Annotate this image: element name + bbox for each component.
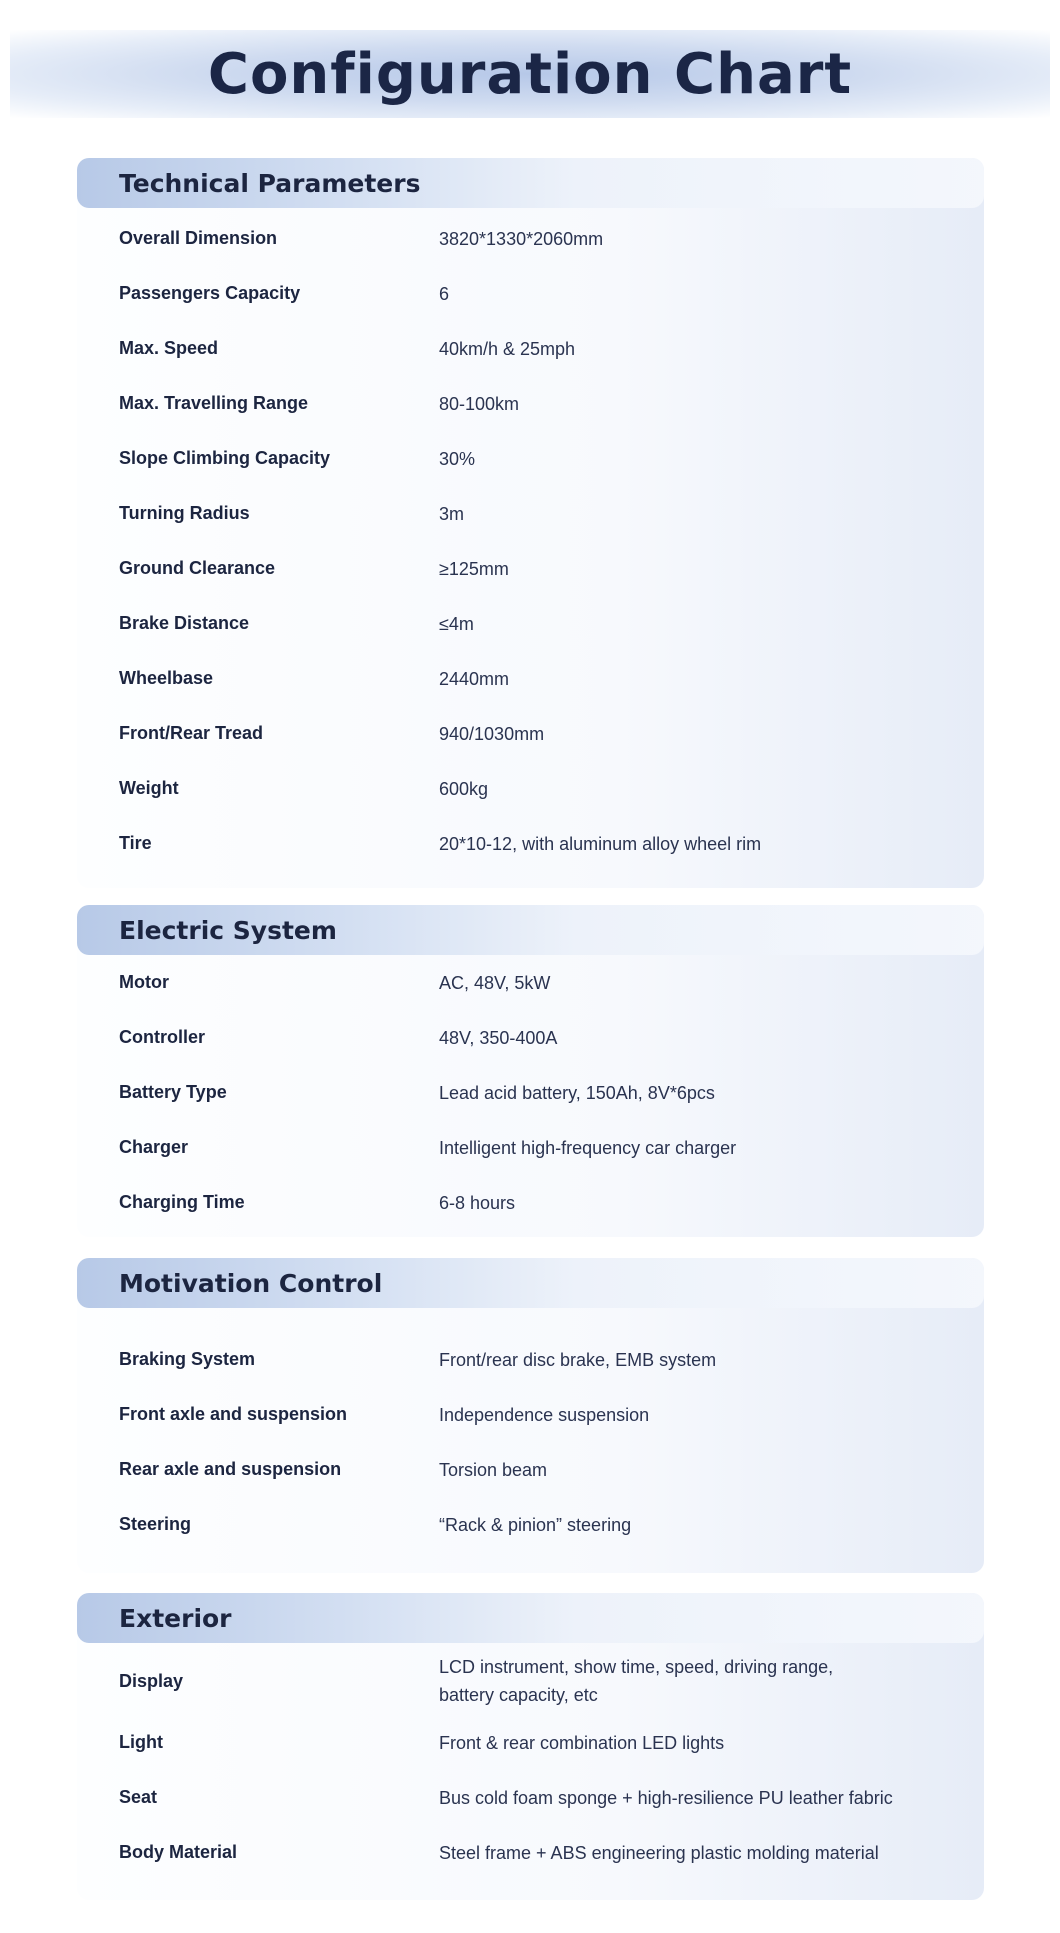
spec-label: Max. Travelling Range <box>119 393 309 413</box>
spec-label: Brake Distance <box>119 613 250 633</box>
spec-label: Battery Type <box>119 1082 227 1102</box>
section-header <box>77 1258 984 1308</box>
spec-row <box>77 1065 984 1120</box>
spec-value: ≥125mm <box>439 558 509 579</box>
spec-value: 6-8 hours <box>439 1192 516 1213</box>
spec-row <box>77 1175 984 1230</box>
spec-row <box>77 321 984 376</box>
spec-label: Tire <box>119 833 152 853</box>
spec-value: 3820*1330*2060mm <box>439 228 604 249</box>
spec-row <box>77 1825 984 1880</box>
spec-row <box>77 955 984 1010</box>
section-heading: Technical Parameters <box>119 168 421 198</box>
spec-value: Independence suspension <box>439 1404 650 1425</box>
spec-row <box>77 376 984 431</box>
spec-label: Rear axle and suspension <box>119 1459 342 1479</box>
section-heading: Motivation Control <box>119 1268 383 1298</box>
spec-value: LCD instrument, show time, speed, driving range, battery capacity, etc <box>439 1657 834 1705</box>
spec-value: Torsion beam <box>439 1459 548 1480</box>
spec-label: Slope Climbing Capacity <box>119 448 331 468</box>
spec-label: Turning Radius <box>119 503 250 523</box>
spec-row <box>77 266 984 321</box>
spec-value: 600kg <box>439 778 489 799</box>
section-heading: Exterior <box>119 1603 232 1633</box>
title-banner <box>10 30 1050 118</box>
spec-label: Overall Dimension <box>119 228 278 248</box>
spec-list <box>77 1308 984 1552</box>
section-electric-system <box>77 905 984 1237</box>
spec-label: Steering <box>119 1514 192 1534</box>
spec-label: Light <box>119 1732 163 1752</box>
spec-row <box>77 1647 984 1715</box>
spec-value: Steel frame + ABS engineering plastic molding material <box>439 1842 879 1863</box>
spec-value: “Rack & pinion” steering <box>439 1514 632 1535</box>
spec-value: Intelligent high-frequency car charger <box>439 1137 737 1158</box>
spec-row <box>77 596 984 651</box>
spec-row <box>77 1010 984 1065</box>
spec-list <box>77 208 984 871</box>
spec-value: 2440mm <box>439 668 510 689</box>
section-header <box>77 1593 984 1643</box>
spec-value: 48V, 350-400A <box>439 1027 558 1048</box>
spec-row <box>77 486 984 541</box>
section-exterior <box>77 1593 984 1900</box>
spec-row <box>77 1497 984 1552</box>
spec-value: Front/rear disc brake, EMB system <box>439 1349 717 1370</box>
spec-row <box>77 211 984 266</box>
spec-label: Max. Speed <box>119 338 219 358</box>
section-header <box>77 905 984 955</box>
spec-row <box>77 706 984 761</box>
spec-value: 80-100km <box>439 393 520 414</box>
spec-label: Wheelbase <box>119 668 214 688</box>
spec-value: 40km/h & 25mph <box>439 338 576 359</box>
spec-row <box>77 1332 984 1387</box>
spec-label: Body Material <box>119 1842 238 1862</box>
section-technical-parameters <box>77 158 984 888</box>
spec-label: Weight <box>119 778 179 798</box>
spec-label: Motor <box>119 972 169 992</box>
spec-row <box>77 1442 984 1497</box>
section-motivation-control <box>77 1258 984 1573</box>
spec-value: Bus cold foam sponge + high-resilience PU leather fabric <box>439 1787 893 1808</box>
spec-row <box>77 1387 984 1442</box>
spec-list <box>77 955 984 1230</box>
spec-row <box>77 1120 984 1175</box>
spec-row <box>77 1770 984 1825</box>
spec-label: Seat <box>119 1787 158 1807</box>
spec-label: Passengers Capacity <box>119 283 301 303</box>
spec-label: Front axle and suspension <box>119 1404 348 1424</box>
spec-value: Lead acid battery, 150Ah, 8V*6pcs <box>439 1082 715 1103</box>
spec-row <box>77 541 984 596</box>
spec-value: 940/1030mm <box>439 723 545 744</box>
spec-value: ≤4m <box>439 613 474 634</box>
spec-label: Front/Rear Tread <box>119 723 264 743</box>
spec-value: Front & rear combination LED lights <box>439 1732 725 1753</box>
spec-value: 20*10-12, with aluminum alloy wheel rim <box>439 833 762 854</box>
spec-value: 30% <box>439 448 476 469</box>
section-header <box>77 158 984 208</box>
spec-list <box>77 1643 984 1880</box>
spec-label: Charger <box>119 1137 189 1157</box>
spec-value: 3m <box>439 503 465 524</box>
section-heading: Electric System <box>119 915 337 945</box>
spec-value: AC, 48V, 5kW <box>439 972 551 993</box>
spec-value: 6 <box>439 283 450 304</box>
spec-row <box>77 816 984 871</box>
spec-label: Controller <box>119 1027 206 1047</box>
page-title: Configuration Chart <box>207 41 853 107</box>
spec-row <box>77 761 984 816</box>
spec-row <box>77 651 984 706</box>
spec-label: Braking System <box>119 1349 256 1369</box>
spec-row <box>77 1715 984 1770</box>
spec-label: Ground Clearance <box>119 558 276 578</box>
spec-label: Charging Time <box>119 1192 245 1212</box>
spec-row <box>77 431 984 486</box>
spec-label: Display <box>119 1670 184 1691</box>
